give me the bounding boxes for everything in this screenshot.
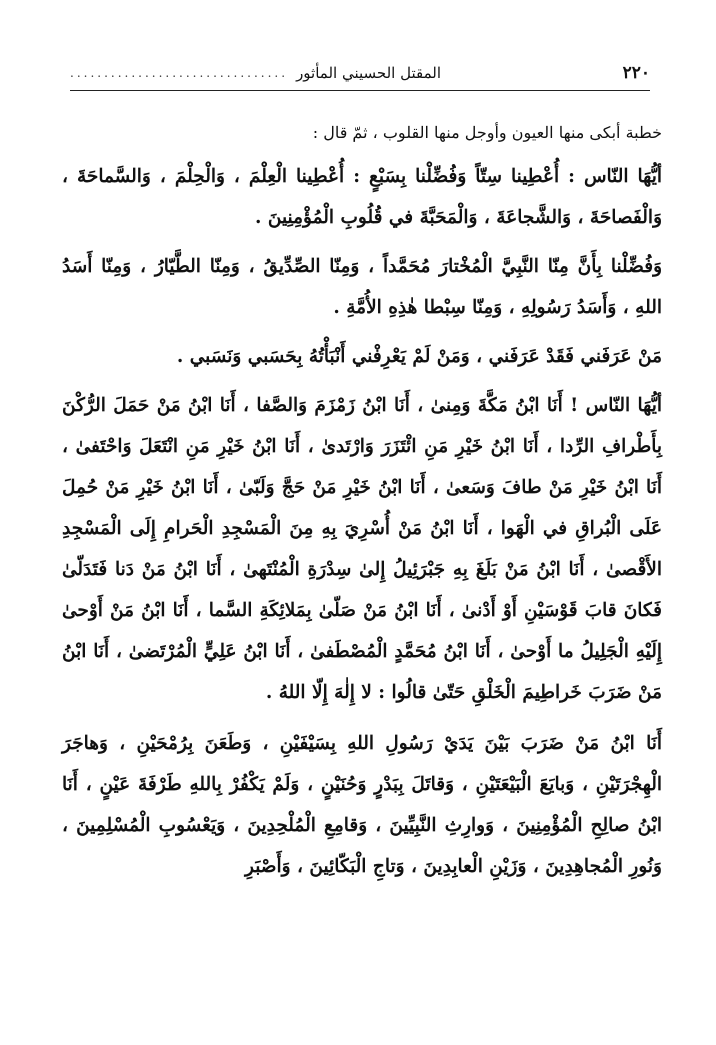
leader-dots: ................................ [70,66,289,80]
paragraph: أيُّهَا النّاس ! أَنَا ابْنُ مَكَّةَ وَمِنىٰ ، أَنَا ابْنُ زَمْزَمَ وَالصَّفا ، أَنَا ابْنُ مَنْ حَمَلَ الرُّكْنَ بِأَطْرافِ الرِّدا ، أَنَا ابْنُ خَيْرِ مَنِ ائْتَزَرَ وَارْتَدىٰ ، أَنَا ابْنُ خَيْرِ مَنِ انْتَعَلَ وَاحْتَفىٰ ، أَنَا ابْنُ خَيْرِ مَنْ طافَ وَسَعىٰ ، أَنَا ابْنُ خَيْرِ مَنْ حَجَّ وَلَبّىٰ ، أَنَا ابْنُ خَيْرِ مَنْ حُمِلَ عَلَى الْبُراقِ في الْهَوا ، أَنَا ابْنُ مَنْ أُسْرِيَ بِهِ مِنَ الْمَسْجِدِ الْحَرامِ إِلَى الْمَسْجِدِ الأَقْصىٰ ، أَنَا ابْنُ مَنْ بَلَغَ بِهِ جَبْرَئِيلُ إِلىٰ سِدْرَةِ الْمُنْتَهىٰ ، أَنَا ابْنُ مَنْ دَنا فَتَدَلّىٰ فَكانَ قابَ قَوْسَيْنِ أَوْ أَدْنىٰ ، أَنَا ابْنُ مَنْ صَلّىٰ بِمَلائِكَةِ السَّما ، أَنَا ابْنُ مَنْ أَوْحىٰ إِلَيْهِ الْجَلِيلُ ما أَوْحىٰ ، أَنَا ابْنُ مُحَمَّدٍ الْمُصْطَفىٰ ، أَنَا ابْنُ عَلِيٍّ الْمُرْتَضىٰ ، أَنَا ابْنُ مَنْ ضَرَبَ خَراطِيمَ الْخَلْقِ حَتّىٰ قالُوا : لا إِلٰهَ إِلّا اللهُ . [62,395,662,703]
intro-line: خطبة أبكى منها العيون وأوجل منها القلوب ، ثمّ قال : [312,123,662,142]
body-text [62,118,662,887]
paragraph: وَفُضِّلْنا بِأَنَّ مِنّا النَّبِيَّ الْمُخْتارَ مُحَمَّداً ، وَمِنّا الصِّدِّيقُ ، وَمِنّا الطَّيّارُ ، وَمِنّا أَسَدُ اللهِ ، وَأَسَدُ رَسُولِهِ ، وَمِنّا سِبْطا هٰذِهِ الأُمَّةِ . [62,256,662,318]
book-title: المقتل الحسيني المأثور [296,64,441,82]
paragraph: أيُّهَا النّاس : أُعْطِينا سِتّاً وَفُضِّلْنا بِسَبْعٍ : أُعْطِينا الْعِلْمَ ، وَالْحِلْمَ ، وَالسَّماحَةَ ، وَالْفَصاحَةَ ، وَالشَّجاعَةَ ، وَالْمَحَبَّةَ في قُلُوبِ الْمُؤْمِنِينَ . [62,166,662,228]
page-number: ٢٢٠ [622,63,650,83]
paragraph: أَنَا ابْنُ مَنْ ضَرَبَ بَيْنَ يَدَيْ رَسُولِ اللهِ بِسَيْفَيْنِ ، وَطَعَنَ بِرُمْحَيْنِ ، وَهاجَرَ الْهِجْرَتَيْنِ ، وَبايَعَ الْبَيْعَتَيْنِ ، وَقاتَلَ بِبَدْرٍ وَحُنَيْنٍ ، وَلَمْ يَكْفُرْ بِاللهِ طَرْفَةَ عَيْنٍ ، أَنَا ابْنُ صالِحِ الْمُؤْمِنِينَ ، وَوارِثِ النَّبِيِّينَ ، وَقامِعِ الْمُلْحِدِينَ ، وَيَعْسُوبِ الْمُسْلِمِينَ ، وَنُورِ الْمُجاهِدِينَ ، وَزَيْنِ الْعابِدِينَ ، وَتاجِ الْبَكّائِينَ ، وَأَصْبَرِ [62,733,662,877]
paragraph: مَنْ عَرَفَني فَقَدْ عَرَفَني ، وَمَنْ لَمْ يَعْرِفْني أَنْبَأْتُهُ بِحَسَبي وَنَسَبي . [176,346,662,367]
running-title [70,64,441,82]
page-header [70,56,650,91]
